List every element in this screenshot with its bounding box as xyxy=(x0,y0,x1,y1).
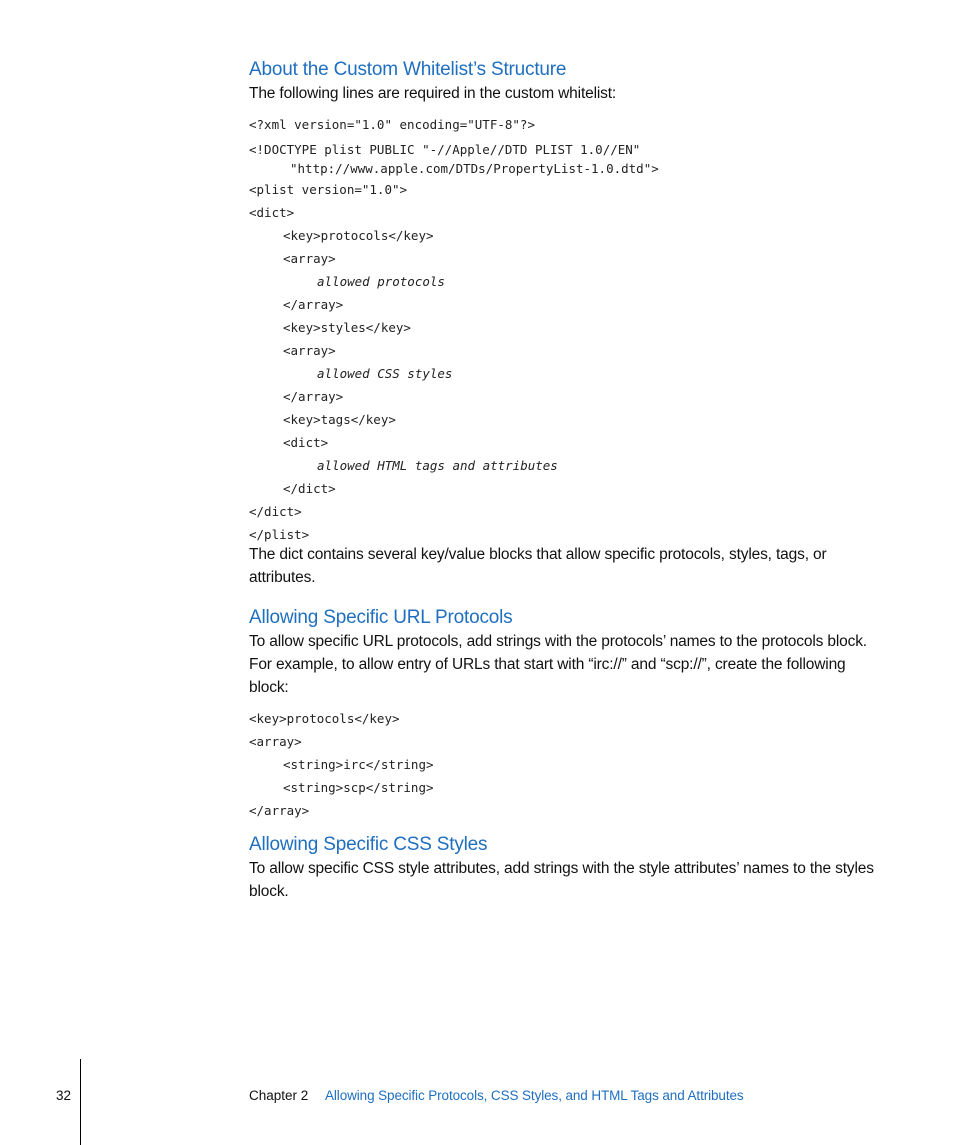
code-line: <plist version="1.0"> xyxy=(249,182,408,197)
code-line: <string>irc</string> xyxy=(283,757,434,772)
chapter-label: Chapter 2 xyxy=(249,1088,309,1103)
code-line: </plist> xyxy=(249,527,310,542)
code-line: <key>tags</key> xyxy=(283,412,396,427)
code-line: <dict> xyxy=(249,205,295,220)
code-line: <key>styles</key> xyxy=(283,320,411,335)
code-line: </array> xyxy=(249,803,310,818)
code-line: <!DOCTYPE plist PUBLIC "-//Apple//DTD PLIST 1.0//EN" "http://www.apple.com/DTDs/PropertyList-1.0.dtd"> xyxy=(249,142,659,176)
page-footer xyxy=(0,1085,954,1109)
protocols-paragraph-2: For example, to allow entry of URLs that start with “irc://” and “scp://”, create the following block: xyxy=(249,656,846,696)
css-paragraph-1: To allow specific CSS style attributes, add strings with the style attributes’ names to the styles block. xyxy=(249,860,874,900)
page-number: 32 xyxy=(56,1088,72,1103)
page-content xyxy=(249,58,879,903)
code-line: <?xml version="1.0" encoding="UTF-8"?> xyxy=(249,117,535,132)
code-line: </array> xyxy=(283,389,344,404)
code-line: </dict> xyxy=(283,481,336,496)
heading-whitelist-structure: About the Custom Whitelist’s Structure xyxy=(249,59,567,80)
heading-css-styles: Allowing Specific CSS Styles xyxy=(249,834,488,855)
code-line: </array> xyxy=(283,297,344,312)
code-line: </dict> xyxy=(249,504,302,519)
code-line: <array> xyxy=(283,343,336,358)
code-placeholder: allowed protocols xyxy=(317,274,445,289)
code-block-protocols xyxy=(249,711,879,819)
chapter-title: Allowing Specific Protocols, CSS Styles, and HTML Tags and Attributes xyxy=(325,1088,744,1103)
code-block-whitelist xyxy=(249,117,879,543)
structure-description: The dict contains several key/value blocks that allow specific protocols, styles, tags, or attributes. xyxy=(249,546,827,586)
heading-url-protocols: Allowing Specific URL Protocols xyxy=(249,607,513,628)
code-placeholder: allowed HTML tags and attributes xyxy=(317,458,558,473)
code-line: <key>protocols</key> xyxy=(283,228,434,243)
code-line: <array> xyxy=(249,734,302,749)
code-line: <array> xyxy=(283,251,336,266)
code-placeholder: allowed CSS styles xyxy=(317,366,453,381)
structure-intro: The following lines are required in the custom whitelist: xyxy=(249,85,617,102)
code-line: <dict> xyxy=(283,435,329,450)
protocols-paragraph-1: To allow specific URL protocols, add strings with the protocols’ names to the protocols block. xyxy=(249,633,867,650)
code-line: <key>protocols</key> xyxy=(249,711,400,726)
code-line: <string>scp</string> xyxy=(283,780,434,795)
